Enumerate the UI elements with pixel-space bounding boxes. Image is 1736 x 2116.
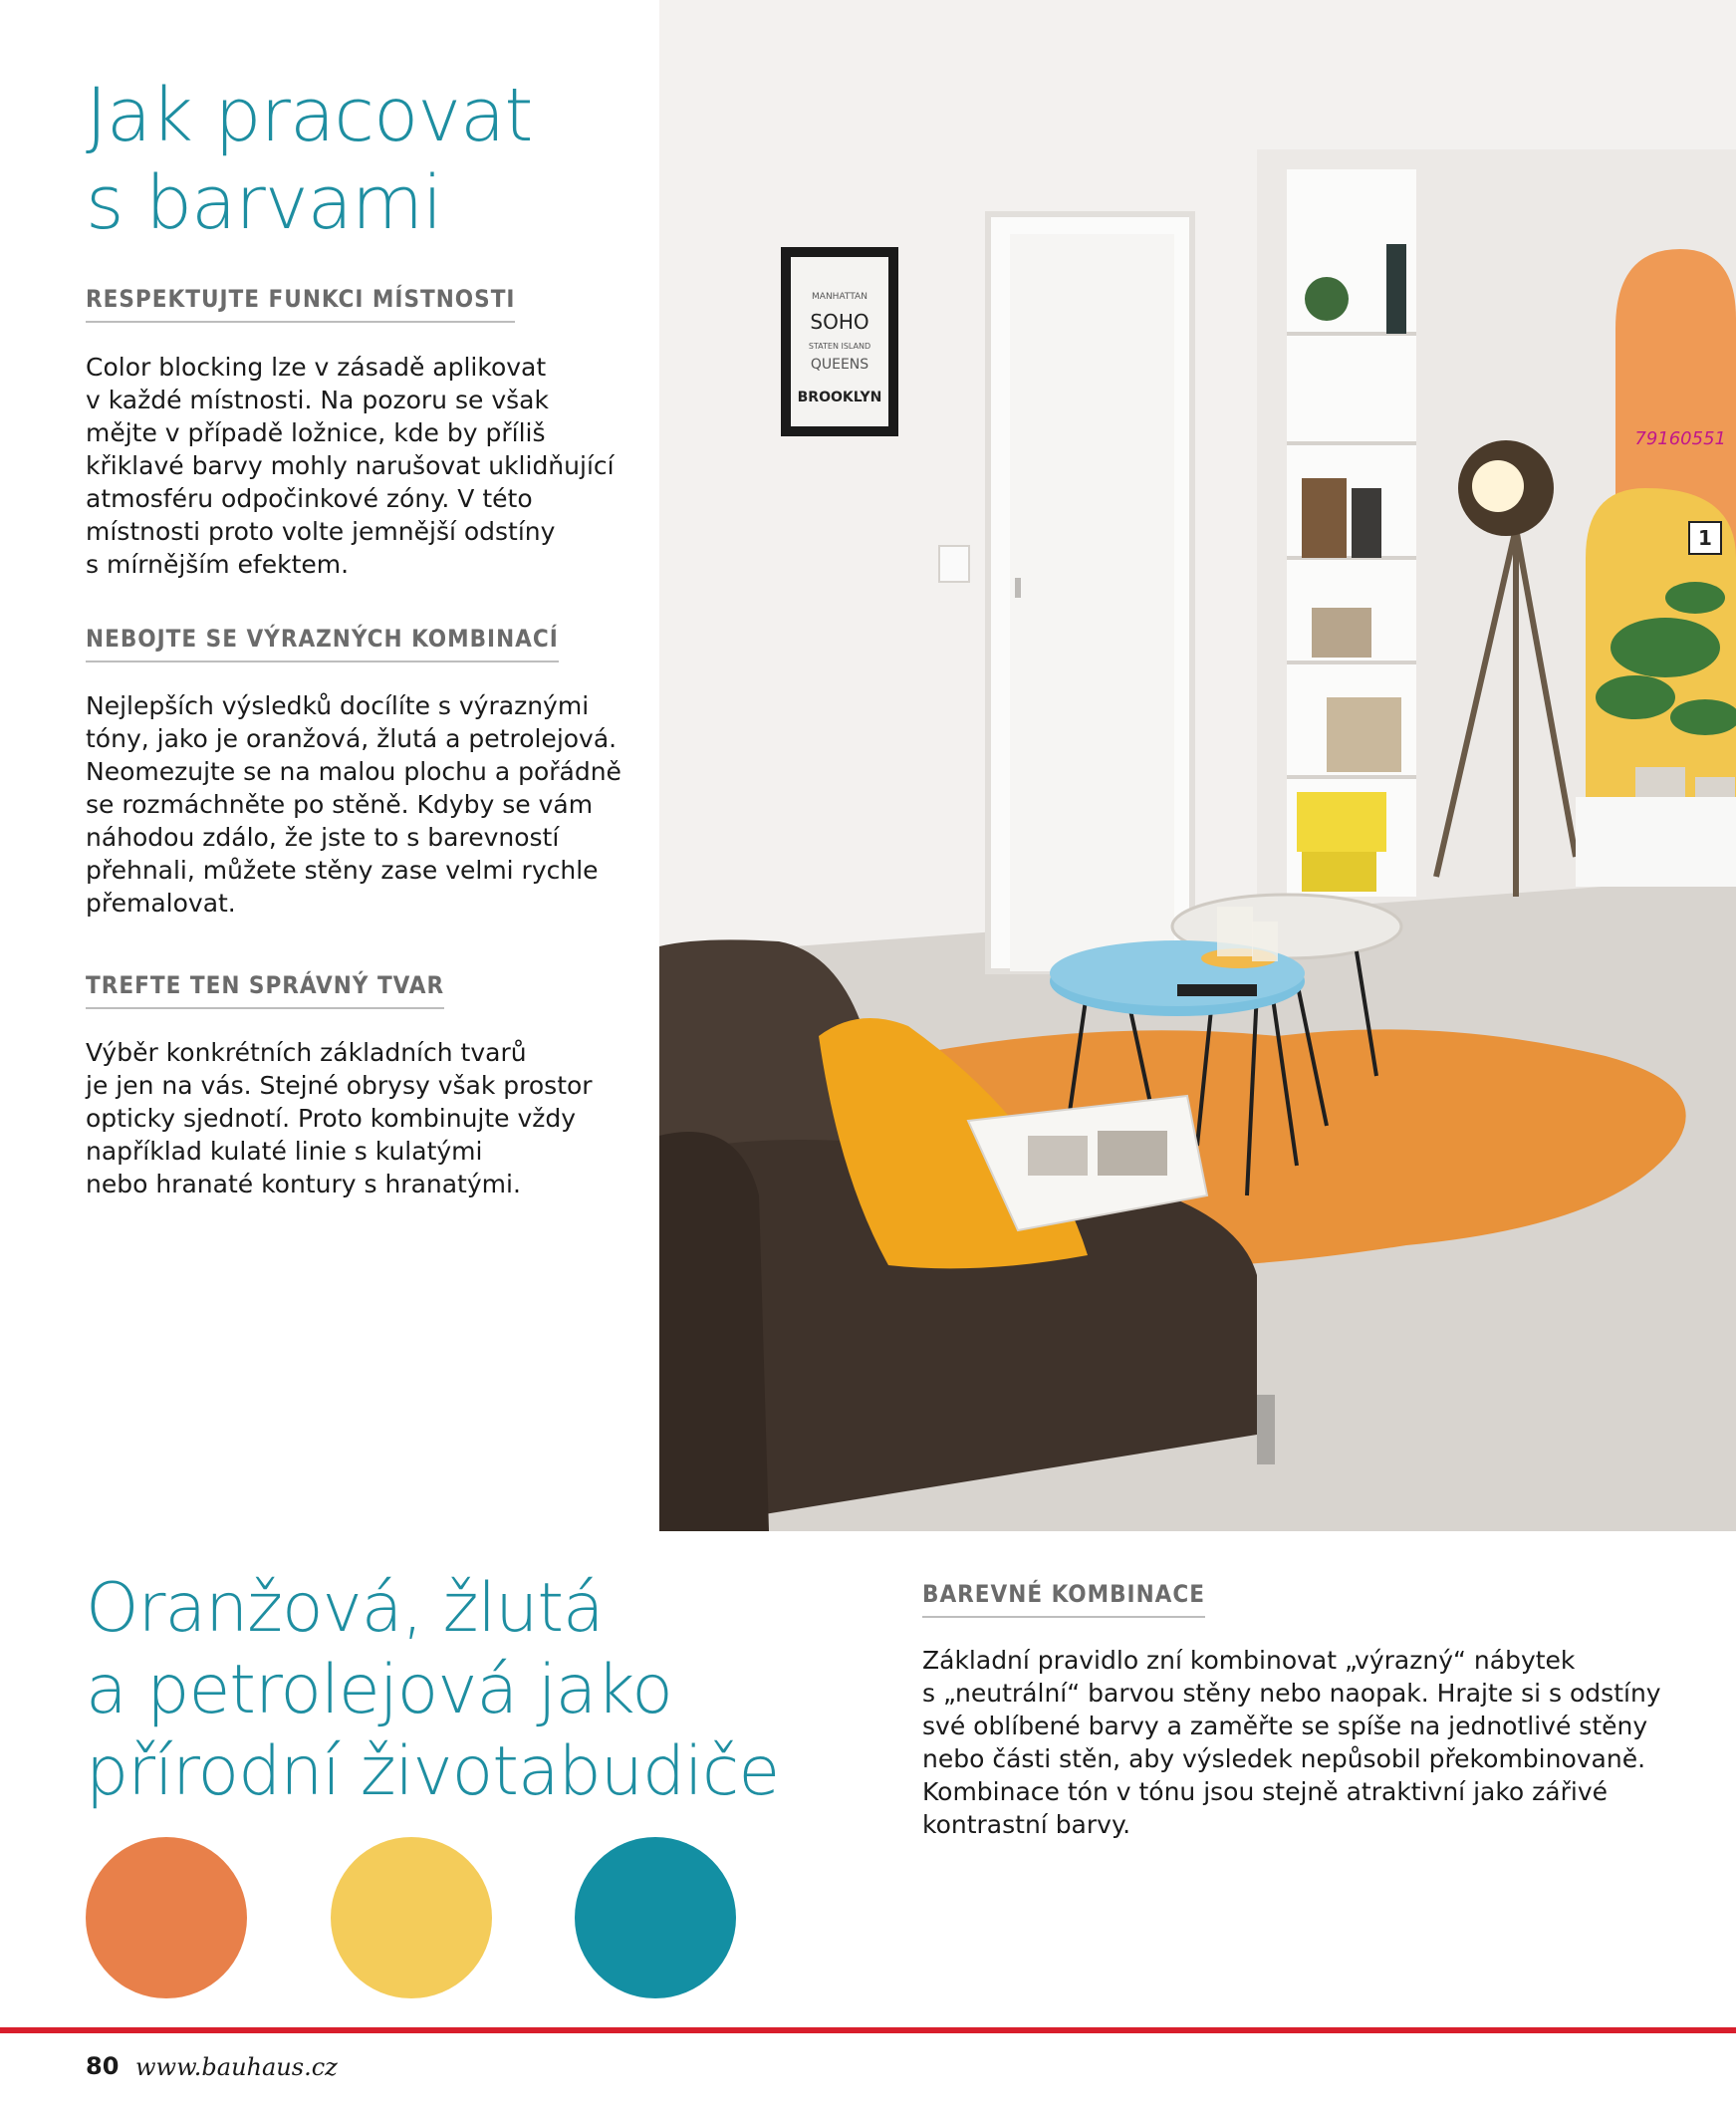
section-body-color-combinations: Základní pravidlo zní kombinovat „výrazný“ nábytek s „neutrální“ barvou stěny nebo naopak. Hrajte si s odstíny své oblíbené barvy a zaměřte se spíše na jednotlivé stěny nebo části stěn, aby výsledek nepůsobil překombinovaně. Kombinace tón v tónu jsou stejně atraktivní jako zářivé kontrastní barvy. [922,1646,1661,1839]
section-heading-right-shape: TREFTE TEN SPRÁVNÝ TVAR [86,971,444,1009]
poster-line-5: BROOKLYN [797,390,882,405]
swatch-orange [86,1837,247,1998]
page-number: 80 [86,2052,120,2080]
product-badge: 1 [1688,521,1722,555]
section-heading-bold-combinations: NEBOJTE SE VÝRAZNÝCH KOMBINACÍ [86,625,559,662]
page-title: Jak pracovat s barvami [86,73,533,246]
product-code: 79160551 [1634,428,1726,449]
footer-divider [0,2027,1736,2033]
section-heading-color-combinations: BAREVNÉ KOMBINACE [922,1580,1205,1618]
swatch-petrol [575,1837,736,1998]
section-title-natural-energizers: Oranžová, žlutá a petrolejová jako přírodní životabudiče [86,1569,780,1811]
section-heading-room-function: RESPEKTUJTE FUNKCI MÍSTNOSTI [86,285,515,323]
section-body-room-function: Color blocking lze v zásadě aplikovat v každé místnosti. Na pozoru se však mějte v případě ložnice, kde by příliš křiklavé barvy mohly narušovat uklidňující atmosféru odpočinkové zóny. V této místnosti proto volte jemnější odstíny s mírnějším efektem. [86,353,615,579]
living-room-photo [659,0,1736,1531]
living-room-illustration [659,0,1736,1531]
website-link[interactable]: www.bauhaus.cz [135,2053,338,2081]
poster-line-3: STATEN ISLAND [808,342,871,351]
section-body-bold-combinations: Nejlepších výsledků docílíte s výraznými tóny, jako je oranžová, žlutá a petrolejová. Neomezujte se na malou plochu a pořádně se rozmáchněte po stěně. Kdyby se vám náhodou zdálo, že jste to s barevností přehnali, můžete stěny zase velmi rychle přemalovat. [86,691,621,918]
swatch-yellow [331,1837,492,1998]
poster-line-4: QUEENS [810,357,869,373]
poster-line-2: SOHO [810,310,869,334]
poster-line-1: MANHATTAN [812,292,868,302]
section-body-right-shape: Výběr konkrétních základních tvarů je jen na vás. Stejné obrysy však prostor opticky sjednotí. Proto kombinujte vždy například kulaté linie s kulatými nebo hranaté kontury s hranatými. [86,1038,593,1198]
